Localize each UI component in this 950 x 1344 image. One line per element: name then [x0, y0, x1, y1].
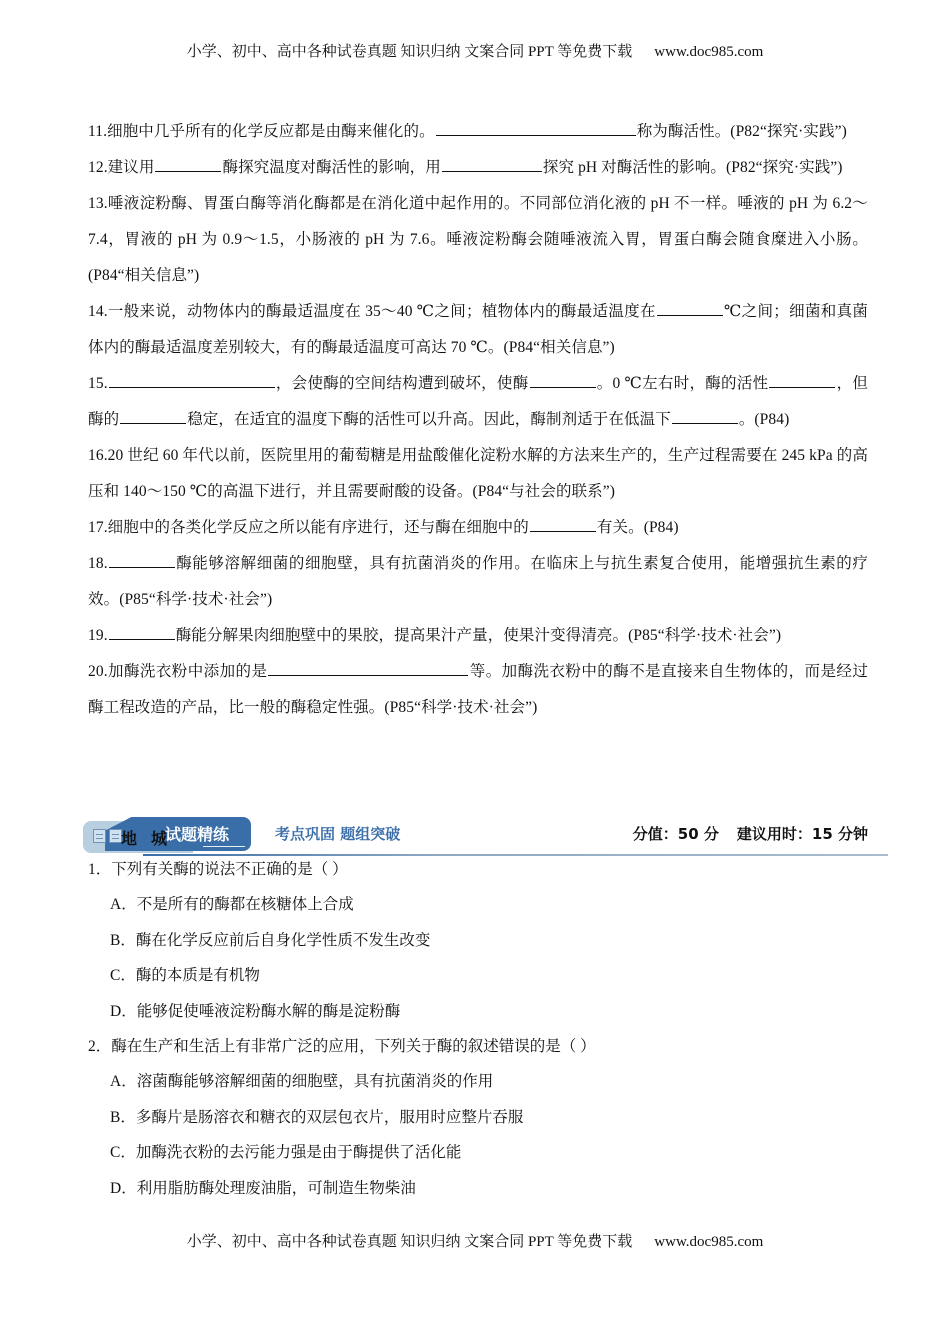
item-text: 稳定，在适宜的温度下酶的活性可以升高。因此，酶制剂适于在低温下 [187, 411, 671, 428]
item-text: 等。加酶洗衣粉中的酶不是直接来自生物体的，而是经过酶工程改造的产品，比一般的酶稳定性强。(P85“科学·技术·社会”) [88, 663, 868, 716]
item-text: 16.20 世纪 60 年代以前，医院里用的葡萄糖是用盐酸催化淀粉水解的方法来生产的，生产过程需要在 245 kPa 的高压和 140～150 ℃的高温下进行，并且需要耐酸的设备。(P84“与社会的联系”) [88, 447, 868, 500]
suggested-time: 建议用时：15 分钟 [736, 825, 868, 843]
answer-blank[interactable] [530, 517, 596, 532]
item-text: 。(P84) [738, 411, 790, 428]
option-c[interactable]: C．加酶洗衣粉的去污能力强是由于酶提供了活化能 [110, 1144, 462, 1161]
option-a[interactable]: A．不是所有的酶都在核糖体上合成 [110, 896, 354, 913]
fill-item-14 [88, 294, 868, 366]
item-text: ，会使酶的空间结构遭到破坏，使酶 [275, 375, 529, 392]
footer-text: 小学、初中、高中各种试卷真题 知识归纳 文案合同 PPT 等免费下载 [186, 1234, 633, 1250]
answer-blank[interactable] [769, 373, 835, 388]
document-icon [93, 829, 106, 843]
section-subtitle: 考点巩固 题组突破 [275, 825, 401, 843]
question-stem: 1．下列有关酶的说法不正确的是（ ） [88, 861, 348, 878]
question-2 [88, 1029, 868, 1206]
header-url-link[interactable]: www.doc985.com [654, 44, 764, 60]
option-c[interactable]: C．酶的本质是有机物 [110, 967, 260, 984]
score-value: 分值：50 分 [632, 825, 719, 843]
item-text: 13.唾液淀粉酶、胃蛋白酶等消化酶都是在消化道中起作用的。不同部位消化液的 pH 不一样。唾液的 pH 为 6.2～7.4，胃液的 pH 为 0.9～1.5，小肠液的 pH 为 7.6。唾液淀粉酶会随唾液流入胃，胃蛋白酶会随食糜进入小肠。(P84“相关信息”) [88, 195, 868, 284]
answer-blank[interactable] [672, 409, 738, 424]
section-tab-label: 试题精练 [165, 825, 230, 844]
item-text: 酶探究温度对酶活性的影响，用 [222, 159, 441, 176]
item-text: 14.一般来说，动物体内的酶最适温度在 35～40 ℃之间；植物体内的酶最适温度在 [88, 303, 656, 320]
watermark-text: 地城 [121, 829, 182, 848]
fill-item-17 [88, 510, 868, 546]
answer-blank[interactable] [530, 373, 596, 388]
fill-item-12 [88, 150, 868, 186]
banner-doc-icons [93, 829, 122, 843]
answer-blank[interactable] [155, 157, 221, 172]
item-text: 18. [88, 555, 108, 572]
option-b[interactable]: B．酶在化学反应前后自身化学性质不发生改变 [110, 931, 431, 949]
item-text: 酶能分解果肉细胞壁中的果胶，提高果汁产量，使果汁变得清亮。(P85“科学·技术·社会”) [175, 627, 782, 644]
option-a[interactable]: A．溶菌酶能够溶解细菌的细胞壁，具有抗菌消炎的作用 [110, 1073, 494, 1090]
fill-item-19 [88, 618, 868, 654]
item-text: ，但酶的 [88, 375, 868, 428]
answer-blank[interactable] [657, 301, 723, 316]
option-b[interactable]: B．多酶片是肠溶衣和糖衣的双层包衣片，服用时应整片吞服 [110, 1108, 524, 1126]
fill-item-20 [88, 654, 868, 726]
answer-blank[interactable] [109, 553, 175, 568]
item-text: 12.建议用 [88, 159, 155, 176]
item-text: 。0 ℃左右时，酶的活性 [596, 375, 769, 392]
fill-item-18 [88, 546, 868, 618]
fill-item-13 [88, 186, 868, 294]
section-meta [633, 823, 868, 844]
item-text: 称为酶活性。(P82“探究·实践”) [636, 123, 847, 140]
fill-item-11 [88, 114, 868, 150]
header-text: 小学、初中、高中各种试卷真题 知识归纳 文案合同 PPT 等免费下载 [186, 44, 633, 60]
page-header [0, 40, 950, 61]
item-text: 17.细胞中的各类化学反应之所以能有序进行，还与酶在细胞中的 [88, 519, 529, 536]
answer-blank[interactable] [268, 661, 468, 676]
item-text: 有关。(P84) [596, 519, 679, 536]
section-banner [83, 817, 888, 857]
item-text: 19. [88, 627, 108, 644]
banner-tab-underline [203, 846, 245, 847]
answer-blank[interactable] [109, 373, 275, 388]
item-text: 15. [88, 375, 108, 392]
question-stem: 2．酶在生产和生活上有非常广泛的应用，下列关于酶的叙述错误的是（ ） [88, 1038, 596, 1055]
item-text: 20.加酶洗衣粉中添加的是 [88, 663, 268, 680]
fill-item-15 [88, 366, 868, 438]
item-text: 11.细胞中几乎所有的化学反应都是由酶来催化的。 [88, 123, 435, 140]
question-1 [88, 852, 868, 1029]
answer-blank[interactable] [442, 157, 542, 172]
footer-url-link[interactable]: www.doc985.com [654, 1234, 764, 1250]
answer-blank[interactable] [120, 409, 186, 424]
fill-in-section [88, 114, 868, 726]
answer-blank[interactable] [109, 625, 175, 640]
item-text: ℃之间；细菌和真菌体内的酶最适温度差别较大，有的酶最适温度可高达 70 ℃。(P84“相关信息”) [88, 303, 868, 356]
fill-item-16 [88, 438, 868, 510]
item-text: 探究 pH 对酶活性的影响。(P82“探究·实践”) [542, 159, 843, 176]
item-text: 酶能够溶解细菌的细胞壁，具有抗菌消炎的作用。在临床上与抗生素复合使用，能增强抗生素的疗效。(P85“科学·技术·社会”) [88, 555, 868, 608]
option-d[interactable]: D．能够促使唾液淀粉酶水解的酶是淀粉酶 [110, 1002, 401, 1020]
option-d[interactable]: D．利用脂肪酶处理废油脂，可制造生物柴油 [110, 1179, 416, 1197]
answer-blank[interactable] [436, 121, 636, 136]
page-footer [0, 1230, 950, 1251]
question-list [88, 852, 868, 1206]
